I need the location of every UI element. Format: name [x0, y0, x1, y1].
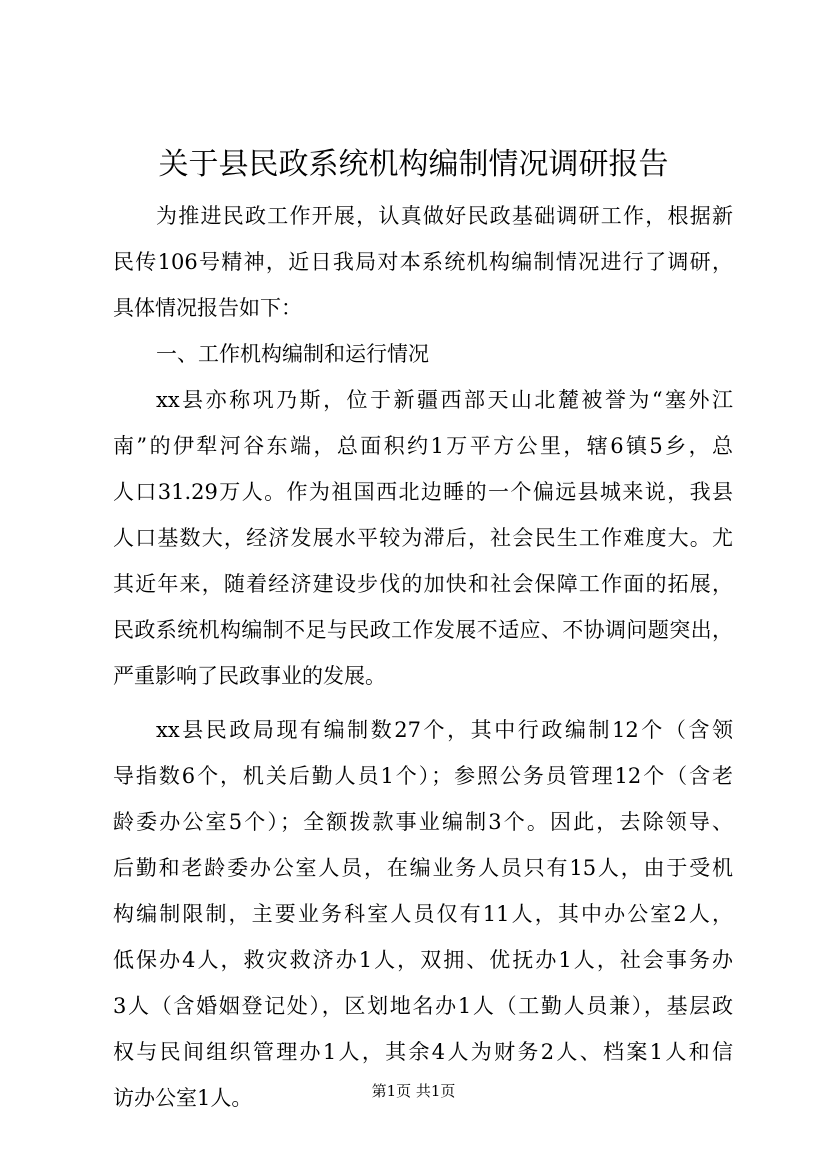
paragraph-line: 其近年来，随着经济建设步伐的加快和社会保障工作面的拓展，: [113, 572, 733, 596]
paragraph-line: 南”的伊犁河谷东端，总面积约1万平方公里，辖6镇5乡，总: [113, 434, 733, 458]
paragraph-line: 导指数6个，机关后勤人员1个）；参照公务员管理12个（含老: [113, 764, 733, 788]
page-number-footer: 第1页 共1页: [371, 1082, 456, 1100]
paragraph-line: 龄委办公室5个）；全额拨款事业编制3个。因此，去除领导、: [113, 810, 733, 834]
paragraph-line: 严重影响了民政事业的发展。: [113, 664, 386, 688]
document-title: 关于县民政系统机构编制情况调研报告: [158, 147, 669, 182]
section-heading: 一、工作机构编制和运行情况: [156, 342, 429, 366]
paragraph-line: xx县亦称巩乃斯，位于新疆西部天山北麓被誉为“塞外江: [156, 388, 733, 412]
paragraph-line: 民传106号精神，近日我局对本系统机构编制情况进行了调研，: [113, 250, 733, 274]
paragraph-line: xx县民政局现有编制数27个，其中行政编制12个（含领: [156, 718, 733, 742]
document-body: [113, 193, 733, 1121]
paragraph-line: 民政系统机构编制不足与民政工作发展不适应、不协调问题突出，: [113, 618, 733, 642]
paragraph-line: 3人（含婚姻登记处），区划地名办1人（工勤人员兼），基层政: [113, 994, 733, 1018]
paragraph-line: 后勤和老龄委办公室人员，在编业务人员只有15人，由于受机: [113, 856, 733, 880]
paragraph-line: 人口基数大，经济发展水平较为滞后，社会民生工作难度大。尤: [113, 526, 733, 550]
paragraph-line: 低保办4人，救灾救济办1人，双拥、优抚办1人，社会事务办: [113, 948, 733, 972]
paragraph-line: 为推进民政工作开展，认真做好民政基础调研工作，根据新: [156, 204, 733, 228]
paragraph-line: 访办公室1人。: [113, 1086, 253, 1110]
paragraph-line: 构编制限制，主要业务科室人员仅有11人，其中办公室2人，: [113, 902, 733, 926]
paragraph-line: 人口31.29万人。作为祖国西北边睡的一个偏远县城来说，我县: [113, 480, 733, 504]
paragraph-line: 具体情况报告如下：: [113, 296, 302, 320]
paragraph-line: 权与民间组织管理办1人，其余4人为财务2人、档案1人和信: [113, 1040, 733, 1064]
